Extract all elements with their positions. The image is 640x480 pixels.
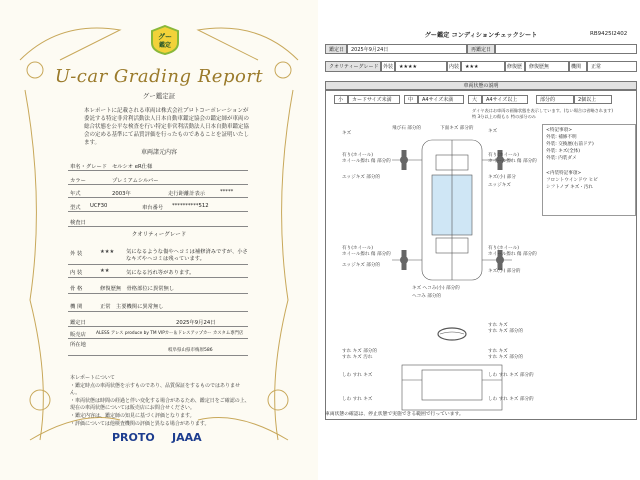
svg-text:グー: グー: [158, 33, 172, 41]
note-item: ・車両状態は時間の経過と伴い変化する場合があるため、鑑定日をご確認の上、現在の車両状態については販売店にお問合せください。: [70, 397, 250, 412]
repair-value: 修復歴無: [525, 61, 569, 72]
condition-label: すれ キズ 汚れ: [342, 355, 373, 360]
dealer-value: ALESS アレス produce by TM VIPカー＆ドレスアップカー カスタム専門店: [96, 331, 244, 336]
ornament-right: [275, 90, 293, 440]
grade-label-interior: 内 装: [70, 270, 83, 276]
condition-label: 下面キズ 部分的: [440, 126, 474, 131]
condition-label: 有り(ホイール): [488, 153, 520, 158]
engine-value: 正常: [587, 61, 637, 72]
condition-label: 有り(ホイール): [342, 153, 374, 158]
field-label-name: 車名・グレード: [70, 164, 108, 170]
ext-label: 外装: [381, 61, 395, 72]
condition-label: しわ すれ キズ: [342, 397, 373, 402]
condition-label: すれ キズ 部分的: [342, 349, 377, 354]
report-subtitle: グー鑑定証: [142, 92, 176, 100]
chassis-label: 車台番号: [142, 205, 164, 211]
recheck-label: 再鑑定日: [467, 44, 495, 54]
condition-label: キズ ヘコみ(小) 部分的: [412, 286, 460, 291]
special-note: 外装: 補修不明: [546, 135, 577, 140]
interior-note: フロントウインドウ ヒビ: [546, 178, 598, 183]
special-note: 外装: キズ(全体): [546, 149, 581, 154]
condition-label: すれ キズ 部分的: [488, 355, 523, 360]
size-large-desc: A4サイズ以上: [482, 95, 528, 104]
field-label-model: 型式: [70, 205, 81, 211]
interior-notes: [546, 170, 598, 191]
condition-label: ホイール擦れ 傷 部分的: [488, 159, 537, 164]
int-label: 内装: [447, 61, 461, 72]
legend-note: 特 3分以上の傷もる 特の部分のみ: [472, 114, 536, 119]
ornament-top-right: [198, 28, 298, 60]
field-label-inspection: 検査日: [70, 220, 86, 226]
jaaa-logo: JAAA: [172, 431, 202, 444]
inspection-date-label: 鑑定日: [70, 320, 86, 326]
address-label: 所在地: [70, 342, 86, 348]
condition-label: キズ(小) 部分: [488, 175, 516, 180]
int-stars: ★★★: [461, 61, 505, 72]
condition-label: エッジキズ 部分的: [342, 263, 381, 268]
date-label: 鑑定日: [325, 44, 347, 54]
condition-label: しわ すれ キズ 部分的: [488, 397, 534, 402]
condition-label: キズ: [342, 131, 352, 136]
condition-note: ダイヤ表はお車両の画像状態を表示しています。(ない場合は省略されます): [472, 108, 614, 113]
address-value: 岐阜県山県市梅原586: [168, 348, 213, 353]
condition-label: しわ すれ キズ: [342, 373, 373, 378]
grade-text-engine: 正常 主要機関に異常無し: [100, 304, 164, 310]
special-notes: [546, 127, 594, 162]
field-label-color: カラー: [70, 178, 86, 184]
size-large: 大: [468, 95, 482, 104]
grade-stars-interior: ★★: [100, 268, 110, 274]
part-multiple: 2個以上: [574, 95, 612, 104]
part-partial: 部分的: [536, 95, 574, 104]
quality-grade-title: クオリティーグレード: [131, 232, 187, 238]
field-value-color: プレミアムシルバー: [112, 178, 159, 184]
ext-stars: ★★★★: [395, 61, 447, 72]
note-heading: 本レポートについて: [70, 375, 115, 381]
state-title: 車両状態の説明: [325, 81, 637, 90]
special-note: <特記事項>: [546, 128, 573, 133]
dealer-label: 販売店: [70, 332, 86, 338]
sheet-id: RB9425I2402: [590, 31, 628, 37]
interior-note: <内装特記事項>: [546, 171, 582, 176]
date-value: 2025年9月24日: [347, 44, 467, 54]
ornament-left: [25, 90, 43, 440]
ornament-top-left: [20, 28, 120, 60]
condition-label: ホイール擦れ 傷 部分的: [342, 252, 391, 257]
qg-label: クオリティーグレード: [325, 61, 381, 72]
special-note: 外装: 交換歴(右前ドア): [546, 142, 594, 147]
engine-label: 機関: [569, 61, 587, 72]
grade-label-exterior: 外 装: [70, 251, 83, 257]
note-item: ・鑑定内容は、鑑定師の知見に基づく評価となります。: [70, 412, 195, 419]
field-value-name: セルシオ eR仕様: [112, 164, 153, 170]
condition-label: 飛び石 部分的: [392, 126, 422, 131]
mileage-value: *****: [220, 189, 234, 195]
grade-stars-exterior: ★★★: [100, 249, 115, 255]
repair-label: 修復歴: [505, 61, 525, 72]
condition-label: ヘコみ 部分的: [412, 294, 442, 299]
grade-text-frame: 修復歴無 骨格部位に異常無し: [100, 286, 175, 292]
condition-label: ホイール擦れ 傷 部分的: [488, 252, 537, 257]
field-value-year: 2003年: [112, 191, 131, 197]
condition-label: キズ(小) 部分的: [488, 269, 521, 274]
size-medium-desc: A4サイズ未満: [418, 95, 464, 104]
grade-label-engine: 機 関: [70, 304, 83, 310]
svg-text:鑑定: 鑑定: [158, 42, 172, 49]
report-notes: [70, 375, 250, 428]
field-label-year: 年式: [70, 191, 81, 197]
grade-text-interior: 気になる汚れ等があります。: [126, 270, 195, 276]
intro-text: 本レポートに記載される車両は株式会社プロトコーポレーションが委託する特定非営利活動法人日本自動車鑑定協会の鑑定師が車両の総合状態を公平な検査を行い特定非営利活動法人日本自動車鑑定協会の定める基準にて品質評価を行ったものであることを証明いたします。: [84, 108, 250, 146]
grade-text-exterior: 気になるような傷やヘコミは補修済みですが、小さなキズやヘコミは残っています。: [126, 249, 248, 262]
vehicle-section-title: 車両諸元内容: [140, 149, 177, 156]
condition-label: エッジキズ: [488, 183, 511, 188]
size-small-desc: カードサイズ未満: [348, 95, 400, 104]
condition-label: すれ キズ: [488, 323, 508, 328]
sheet-footer: 車両状態の確認は、停止状態で実施できる範囲で行っています。: [325, 412, 464, 417]
interior-note: シフトノブ キズ・汚れ: [546, 185, 594, 190]
proto-logo: PROTO: [112, 431, 155, 444]
goo-kantei-logo-icon: [150, 25, 180, 55]
condition-label: すれ キズ 部分的: [488, 329, 523, 334]
special-note: 外装: 内装ダメ: [546, 156, 577, 161]
sheet-title: グー鑑定 コンディションチェックシート: [424, 32, 538, 39]
mileage-label: 走行距離計表示: [168, 191, 206, 197]
condition-label: すれ キズ: [488, 349, 508, 354]
field-value-model: UCF30: [90, 203, 108, 209]
size-medium: 中: [404, 95, 418, 104]
condition-label: しわ すれ キズ 部分的: [488, 373, 534, 378]
condition-label: キズ: [488, 129, 498, 134]
grade-label-frame: 骨 格: [70, 286, 83, 292]
report-title: U-car Grading Report: [54, 66, 264, 87]
note-item: ・鑑定時点の車両状態を示すものであり、品質保証をするものではありません。: [70, 382, 241, 397]
chassis-value: **********512: [172, 203, 209, 209]
inspection-date-value: 2025年9月24日: [176, 320, 216, 326]
condition-label: 有り(ホイール): [342, 246, 374, 251]
condition-check-sheet: [322, 0, 640, 480]
grading-certificate: [0, 0, 318, 480]
size-small: 小: [334, 95, 348, 104]
note-item: ・評価については他検査機関の評価と異なる場合があります。: [70, 420, 210, 427]
condition-label: エッジキズ 部分的: [342, 175, 381, 180]
recheck-value: [495, 44, 637, 54]
condition-label: ホイール擦れ 傷 部分的: [342, 159, 391, 164]
condition-label: 有り(ホイール): [488, 246, 520, 251]
